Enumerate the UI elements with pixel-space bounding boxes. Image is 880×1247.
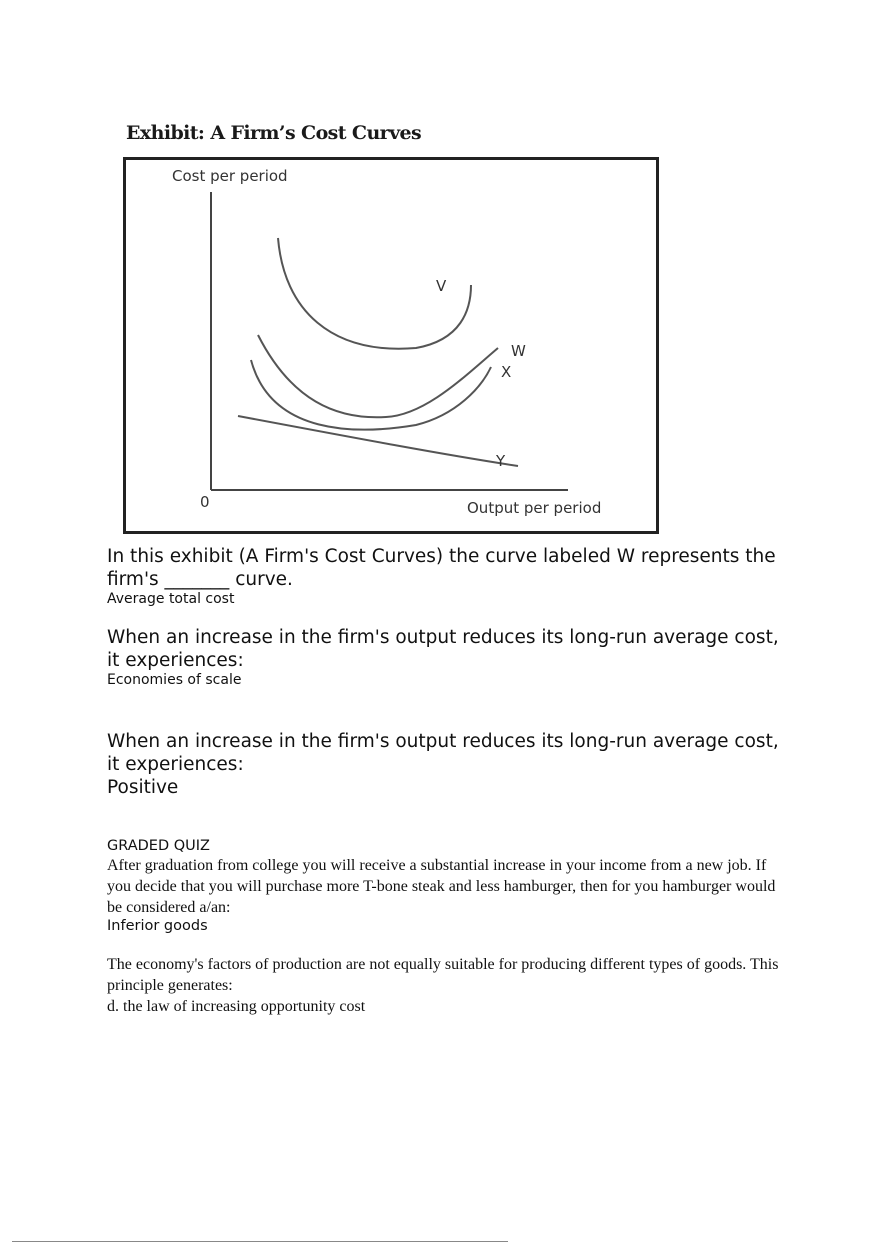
exhibit-title: Exhibit: A Firm’s Cost Curves <box>126 122 422 144</box>
question-text: When an increase in the firm's output reduces its long-run average cost, it experiences: <box>107 731 779 775</box>
footer-divider <box>12 1241 508 1242</box>
quiz-question: After graduation from college you will receive a substantial increase in your income from a new job. If you decide that you will purchase more T-bone steak and less hamburger, then for you hamburger would be considered a/an: <box>107 857 776 916</box>
x-axis-label: Output per period <box>467 499 602 517</box>
quiz-answer: Inferior goods <box>107 918 208 934</box>
curve-label-v: V <box>436 277 447 295</box>
quiz-heading: GRADED QUIZ <box>107 838 210 854</box>
origin-label: 0 <box>200 493 210 511</box>
curve-x <box>251 360 491 430</box>
cost-curves-chart <box>123 157 659 534</box>
graded-quiz-section <box>107 837 787 935</box>
chart-svg <box>126 160 656 531</box>
question-text: When an increase in the firm's output reduces its long-run average cost, it experiences: <box>107 627 779 671</box>
curve-label-y: Y <box>496 452 506 470</box>
graded-quiz-item-2 <box>107 954 787 1017</box>
quiz-question: The economy's factors of production are not equally suitable for producing different types of goods. This principle generates: <box>107 956 779 994</box>
curve-label-w: W <box>511 342 526 360</box>
answer-text: Positive <box>107 777 179 798</box>
question-text: In this exhibit (A Firm's Cost Curves) the curve labeled W represents the firm's _______ curve. <box>107 546 776 590</box>
question-1 <box>107 545 787 608</box>
curve-y <box>238 416 518 466</box>
question-2 <box>107 626 787 689</box>
curve-label-x: X <box>501 363 512 381</box>
question-3 <box>107 730 787 799</box>
y-axis-label: Cost per period <box>172 167 288 185</box>
answer-text: Economies of scale <box>107 672 242 688</box>
answer-text: Average total cost <box>107 591 235 607</box>
quiz-answer: d. the law of increasing opportunity cost <box>107 998 366 1015</box>
